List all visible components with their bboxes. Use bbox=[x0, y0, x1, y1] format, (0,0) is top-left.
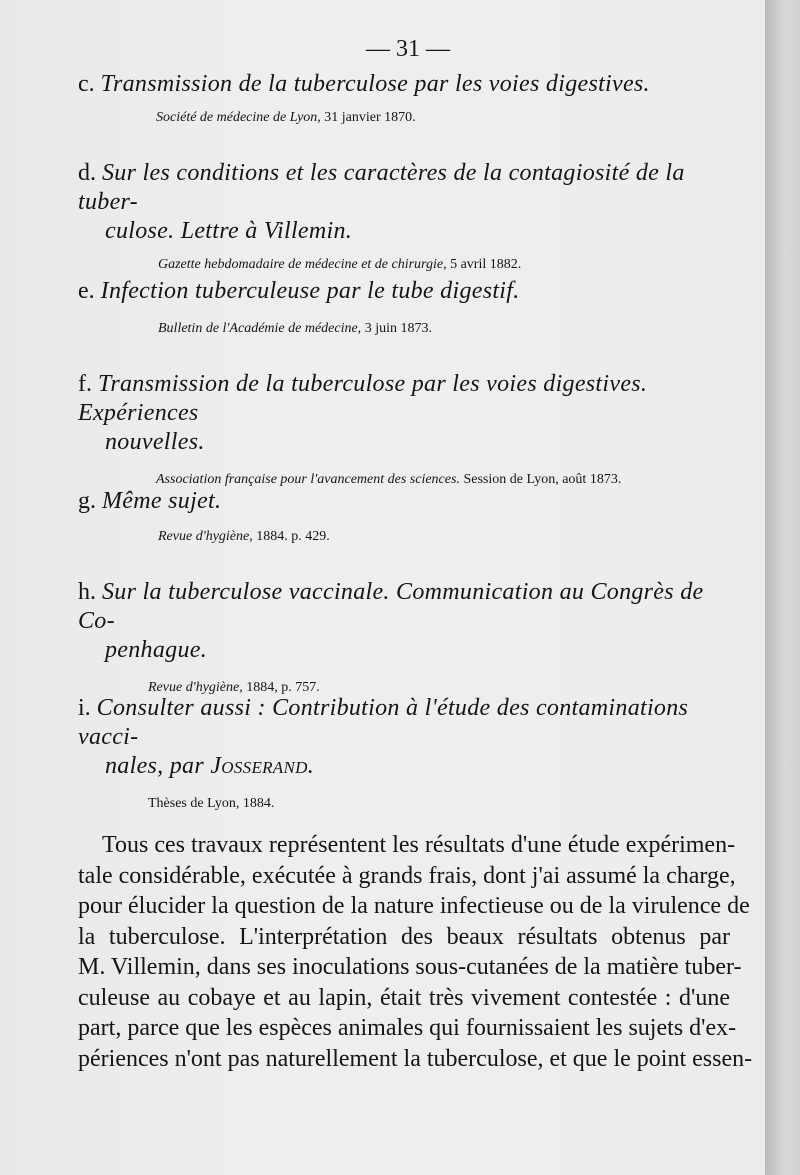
bibliography-entry-g bbox=[78, 487, 738, 546]
entry-letter: e. bbox=[78, 278, 95, 304]
entry-title: Consulter aussi : Contribution à l'étude des contaminations vacci- bbox=[78, 695, 689, 750]
paragraph-line: périences n'ont pas naturellement la tuberculose, et que le point essen- bbox=[78, 1045, 753, 1072]
bibliography-entry-h bbox=[78, 578, 743, 697]
entry-source: Thèses de Lyon, 1884. bbox=[148, 796, 275, 811]
entry-author: Josserand. bbox=[210, 753, 315, 779]
paragraph-line: la tuberculose. L'interprétation des beaux résultats obtenus par bbox=[78, 923, 730, 950]
entry-source: Bulletin de l'Académie de médecine, 3 juin 1873. bbox=[158, 321, 432, 336]
entry-letter: i. bbox=[78, 695, 91, 721]
entry-letter: f. bbox=[78, 371, 92, 397]
paragraph-line: part, parce que les espèces animales qui fournissaient les sujets d'ex- bbox=[78, 1015, 737, 1041]
entry-title-continued: nales, par Josserand. bbox=[105, 753, 315, 779]
entry-title: Infection tuberculeuse par le tube digestif. bbox=[100, 278, 520, 304]
entry-letter: c. bbox=[78, 71, 95, 97]
entry-title: Sur les conditions et les caractères de la contagiosité de la tuber- bbox=[78, 160, 685, 215]
bibliography-entry-i bbox=[78, 694, 743, 813]
entry-letter: h. bbox=[78, 579, 96, 605]
entry-source: Société de médecine de Lyon, 31 janvier 1870. bbox=[156, 110, 416, 125]
entry-title-continued: culose. Lettre à Villemin. bbox=[105, 218, 353, 244]
bibliography-entry-c bbox=[78, 70, 738, 127]
entry-letter: g. bbox=[78, 488, 96, 514]
entry-title: Transmission de la tuberculose par les voies digestives. bbox=[100, 71, 650, 97]
entry-title: Même sujet. bbox=[102, 488, 222, 514]
bibliography-entry-e bbox=[78, 277, 738, 338]
page-number: — 31 — bbox=[366, 36, 450, 62]
entry-letter: d. bbox=[78, 160, 96, 186]
entry-title: Transmission de la tuberculose par les voies digestives. Expériences bbox=[78, 371, 648, 426]
bibliography-entry-d bbox=[78, 159, 743, 274]
entry-title-continued: nouvelles. bbox=[105, 429, 205, 455]
entry-title-continued: penhague. bbox=[105, 637, 208, 663]
page-edge bbox=[765, 0, 800, 1175]
paragraph-line: pour élucider la question de la nature infectieuse ou de la virulence de bbox=[78, 893, 750, 919]
entry-source: Revue d'hygiène, 1884, p. 757. bbox=[148, 680, 320, 695]
paragraph-line: culeuse au cobaye et au lapin, était très vivement contestée : d'une bbox=[78, 984, 730, 1011]
body-paragraph bbox=[78, 830, 753, 1074]
entry-title: Sur la tuberculose vaccinale. Communication au Congrès de Co- bbox=[78, 579, 704, 634]
entry-source: Revue d'hygiène, 1884. p. 429. bbox=[158, 529, 330, 544]
paragraph-line: Tous ces travaux représentent les résultats d'une étude expérimen- bbox=[102, 832, 736, 858]
entry-source: Gazette hebdomadaire de médecine et de chirurgie, 5 avril 1882. bbox=[158, 257, 522, 272]
paragraph-line: M. Villemin, dans ses inoculations sous-cutanées de la matière tuber- bbox=[78, 954, 742, 980]
paragraph-line: tale considérable, exécutée à grands frais, dont j'ai assumé la charge, bbox=[78, 862, 736, 889]
bibliography-entry-f bbox=[78, 370, 743, 489]
entry-source: Association française pour l'avancement des sciences. Session de Lyon, août 1873. bbox=[156, 472, 622, 487]
